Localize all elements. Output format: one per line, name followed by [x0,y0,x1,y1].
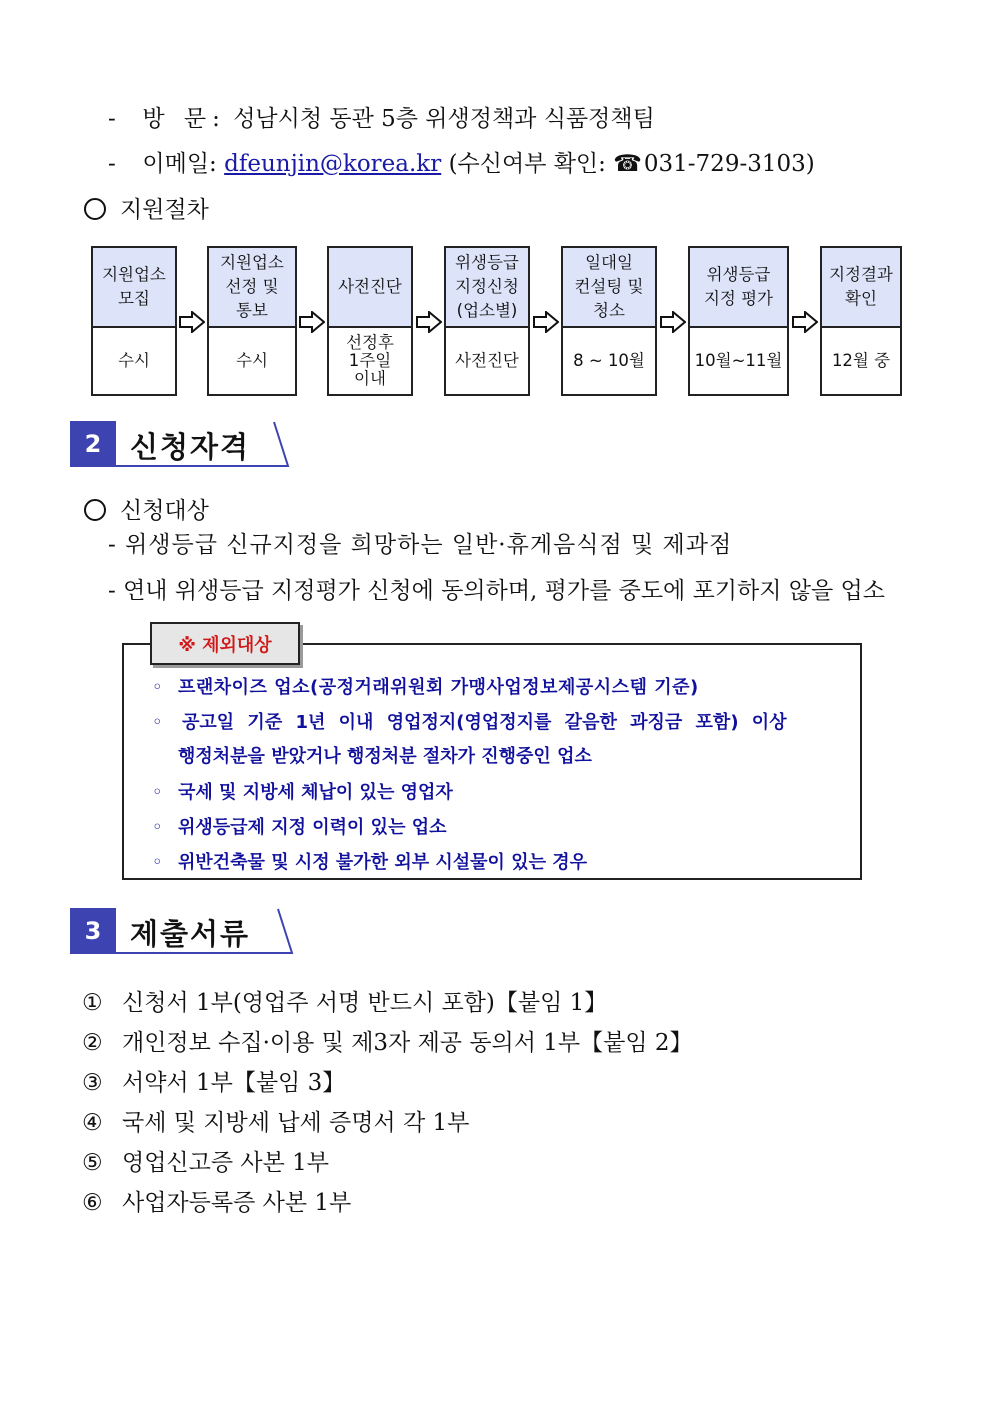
visit-dash: - [108,106,116,132]
exclusion-item-text: 국세 및 지방세 체납이 있는 영업자 [178,782,453,803]
section-3-number: 3 [70,908,116,954]
procedure-heading [84,191,209,224]
step-2-timing: 수시 [236,351,268,370]
section-3-header [70,908,300,954]
email-line [108,145,815,178]
document-number: ⑤ [82,1150,103,1176]
step-5-timing: 8 ~ 10월 [573,351,645,370]
circle-bullet-icon [84,198,106,220]
step-1-title: 지원업소 모집 [93,248,175,328]
circle-bullet-icon [84,499,106,521]
exclusion-item-2 [152,708,787,734]
document-item-2 [82,1024,693,1057]
target-title: 신청대상 [120,498,209,524]
document-number: ⑥ [82,1190,103,1216]
arrow-right-icon [416,311,442,333]
step-5 [561,246,657,396]
step-7-timing: 12월 중 [831,351,891,370]
step-6 [688,246,789,396]
section-2-header [70,421,300,467]
step-4-timing: 사전진단 [455,351,519,370]
email-label: 이메일: [142,151,217,177]
visit-line [108,100,655,133]
document-item-1 [82,984,607,1017]
arrow-right-icon [792,311,818,333]
email-link[interactable]: dfeunjin@korea.kr [224,151,442,177]
section-2-title: 신청자격 [130,430,251,464]
bullet-icon: ◦ [152,677,163,698]
step-6-timing: 10월~11월 [694,351,783,370]
step-1-timing: 수시 [118,351,150,370]
step-2-title: 지원업소 선정 및 통보 [209,248,295,328]
exclusion-item-1 [152,673,699,699]
target-item-1: - 위생등급 신규지정을 희망하는 일반·휴게음식점 및 제과점 [108,532,733,558]
exclusion-item-text: 행정처분을 받았거나 행정처분 절차가 진행중인 업소 [178,746,592,767]
exclusion-label: ※ 제외대상 [150,622,300,665]
exclusion-item-5 [152,848,587,874]
step-7-title: 지정결과 확인 [822,248,900,328]
visit-label: 방 문: [142,106,226,132]
exclusion-item-text: 위생등급제 지정 이력이 있는 업소 [178,817,447,838]
exclusion-item-text: 위반건축물 및 시정 불가한 외부 시설물이 있는 경우 [178,852,588,873]
step-2 [207,246,297,396]
visit-value: 성남시청 동관 5층 위생정책과 식품정책팀 [233,106,655,132]
bullet-icon: ◦ [152,852,163,873]
document-number: ③ [82,1070,103,1096]
document-item-5 [82,1144,329,1177]
exclusion-item-text: 공고일 기준 1년 이내 영업정지(영업정지를 갈음한 과징금 포함) 이상 [182,712,787,733]
document-number: ④ [82,1110,103,1136]
step-4 [444,246,530,396]
bullet-icon: ◦ [152,782,163,803]
step-3-timing: 선정후 1주일 이내 [346,333,394,388]
exclusion-item-4 [152,813,447,839]
step-7 [820,246,902,396]
email-note: (수신여부 확인: [448,151,606,177]
document-text: 신청서 1부(영업주 서명 반드시 포함)【붙임 1】 [122,990,608,1016]
document-text: 영업신고증 사본 1부 [122,1150,329,1176]
document-text: 서약서 1부【붙임 3】 [122,1070,346,1096]
exclusion-item-2-cont [178,742,592,768]
document-number: ② [82,1030,103,1056]
arrow-right-icon [179,311,205,333]
step-3 [327,246,413,396]
bullet-icon: ◦ [152,817,163,838]
document-text: 국세 및 지방세 납세 증명서 각 1부 [122,1110,470,1136]
step-4-title: 위생등급 지정신청 (업소별) [446,248,528,328]
step-1 [91,246,177,396]
arrow-right-icon [533,311,559,333]
exclusion-item-3 [152,778,453,804]
step-5-title: 일대일 컨설팅 및 청소 [563,248,655,328]
target-item-2: - 연내 위생등급 지정평가 신청에 동의하며, 평가를 중도에 포기하지 않을 업소 [108,578,885,604]
section-3-title: 제출서류 [130,917,251,951]
section-2-number: 2 [70,421,116,467]
step-6-title: 위생등급 지정 평가 [690,248,787,328]
phone-number: 031-729-3103) [643,151,815,177]
email-dash: - [108,151,116,177]
procedure-title: 지원절차 [120,197,209,223]
document-text: 개인정보 수집·이용 및 제3자 제공 동의서 1부【붙임 2】 [122,1030,693,1056]
document-item-6 [82,1184,351,1217]
arrow-right-icon [299,311,325,333]
target-heading [84,492,209,525]
document-text: 사업자등록증 사본 1부 [122,1190,352,1216]
exclusion-item-text: 프랜차이즈 업소(공정거래위원회 가맹사업정보제공시스템 기준) [178,677,699,698]
document-item-4 [82,1104,469,1137]
step-3-title: 사전진단 [329,248,411,328]
phone-icon: ☎ [613,151,642,177]
document-item-3 [82,1064,345,1097]
arrow-right-icon [660,311,686,333]
bullet-icon: ◦ [152,712,163,733]
document-number: ① [82,990,103,1016]
